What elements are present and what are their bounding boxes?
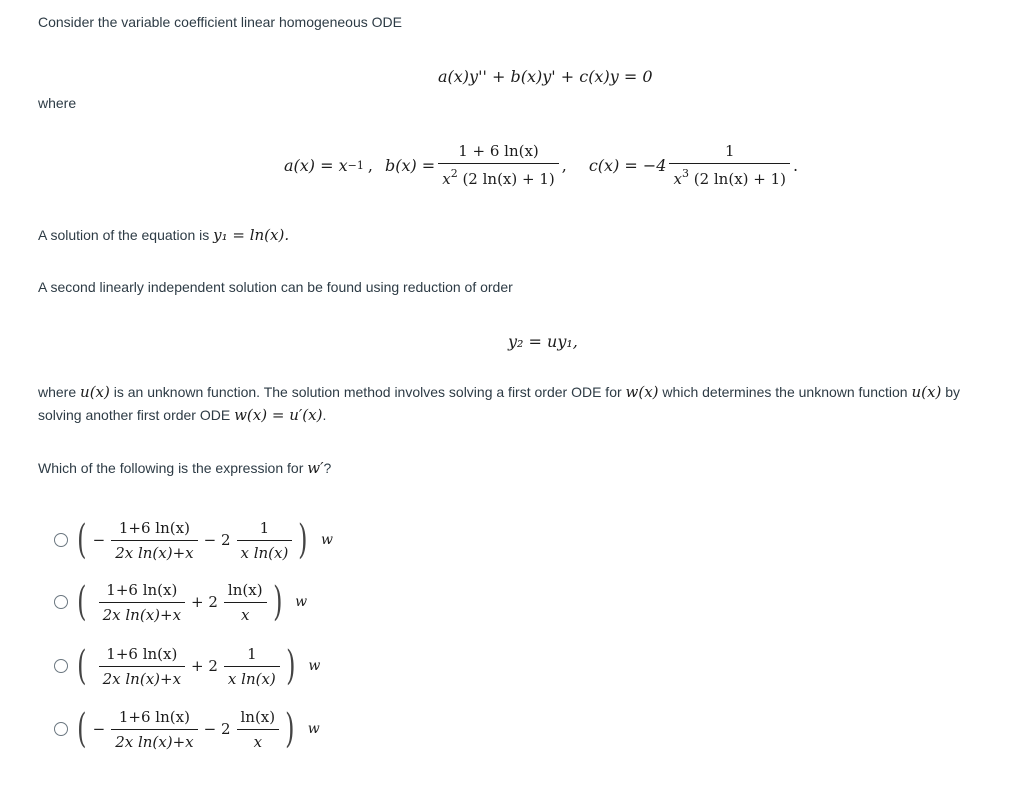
radio-choice-d[interactable] — [54, 722, 68, 736]
coef-c-denominator: $x^3$ (2 ln(x) + 1) — [673, 167, 787, 188]
choice-b[interactable] — [54, 576, 307, 628]
radio-choice-b[interactable] — [54, 595, 68, 609]
coef-b-numerator: 1 + 6 ln(x) — [438, 142, 559, 164]
choice-c-expression: ( $\frac{1+6 \ln(x)}{\text{2x ln(x)+x}}$ + 2 $\frac{1}{\text{x ln(x)}}$ ) w — [77, 643, 321, 689]
question-prompt: Which of the following is the expression for w′? — [38, 459, 332, 477]
choice-a[interactable] — [54, 514, 333, 566]
choice-d-fraction-1: $\frac{1+6 \ln(x)}{\text{2x ln(x)+x}}$ — [111, 708, 197, 751]
coef-b-denominator: $x^2$ (2 ln(x) + 1) — [442, 167, 555, 188]
choice-c-fraction-1: $\frac{1+6 \ln(x)}{\text{2x ln(x)+x}}$ — [99, 645, 185, 688]
u-function-2: u(x) — [911, 383, 942, 401]
w-prime: w′ — [307, 459, 324, 477]
choice-b-expression: ( $\frac{1+6 \ln(x)}{\text{2x ln(x)+x}}$ + 2 $\frac{\ln(x)}{x}$ ) w — [77, 579, 308, 625]
choice-d-fraction-2: $\frac{\ln(x)}{x}$ — [237, 708, 280, 751]
coef-b-fraction — [438, 142, 559, 188]
coef-b-label: b(x) = — [384, 155, 436, 175]
radio-choice-a[interactable] — [54, 533, 68, 547]
solution-statement — [38, 226, 289, 244]
choice-c-fraction-2: $\frac{1}{\text{x ln(x)}}$ — [224, 645, 280, 688]
radio-choice-c[interactable] — [54, 659, 68, 673]
u-function: u(x) — [80, 383, 110, 401]
choice-d-expression: ( − $\frac{1+6 \ln(x)}{\text{2x ln(x)+x}}$ − 2 $\frac{\ln(x)}{x}$ ) w — [77, 706, 320, 752]
choice-d[interactable] — [54, 703, 320, 755]
reduction-equation: y₂ = uy₁, — [508, 332, 578, 351]
choice-c[interactable] — [54, 640, 320, 692]
choice-a-expression: ( − $\frac{1+6 \ln(x)}{\text{2x ln(x)+x}}$ − 2 $\frac{1}{\text{x ln(x)}}$ ) w — [77, 517, 333, 563]
method-line-1: where u(x) is an unknown function. The solution method involves solving a first order ODE for w(x) which determines the unknown function u(x) by — [38, 383, 960, 401]
w-function: w(x) — [625, 383, 659, 401]
choice-b-fraction-2: $\frac{\ln(x)}{x}$ — [224, 581, 267, 624]
where-label: where — [38, 95, 77, 111]
solution-text: A solution of the equation is — [38, 227, 214, 243]
coefficients-line: a(x) = x −1 , b(x) = $\frac{1 + 6 \ln(x)}{x^2 (2 \ln(x) + 1)}$ , c(x) = −4 $\frac{1}{x^3 (2 \ln(x) + 1)}$ . — [284, 142, 799, 188]
second-solution-text: A second linearly independent solution can be found using reduction of order — [38, 279, 513, 295]
ode-equation: a(x)y'' + b(x)y' + c(x)y = 0 — [438, 67, 653, 86]
coef-c-numerator: 1 — [669, 142, 790, 164]
solution-math: y₁ = ln(x). — [213, 226, 290, 244]
coef-c-fraction — [669, 142, 790, 188]
coef-c-label: c(x) = −4 — [588, 155, 667, 175]
intro-text: Consider the variable coefficient linear homogeneous ODE — [38, 14, 402, 30]
choice-a-fraction-1: $\frac{1+6 \ln(x)}{\text{2x ln(x)+x}}$ — [111, 519, 197, 562]
choice-a-fraction-2: $\frac{1}{\text{x ln(x)}}$ — [237, 519, 293, 562]
method-line-2: solving another first order ODE w(x) = u′(x). — [38, 406, 327, 424]
w-equals-u-prime: w(x) = u′(x) — [234, 406, 323, 424]
coef-a-exponent: −1 — [347, 158, 364, 172]
coef-a: a(x) = x — [284, 155, 348, 175]
choice-b-fraction-1: $\frac{1+6 \ln(x)}{\text{2x ln(x)+x}}$ — [99, 581, 185, 624]
